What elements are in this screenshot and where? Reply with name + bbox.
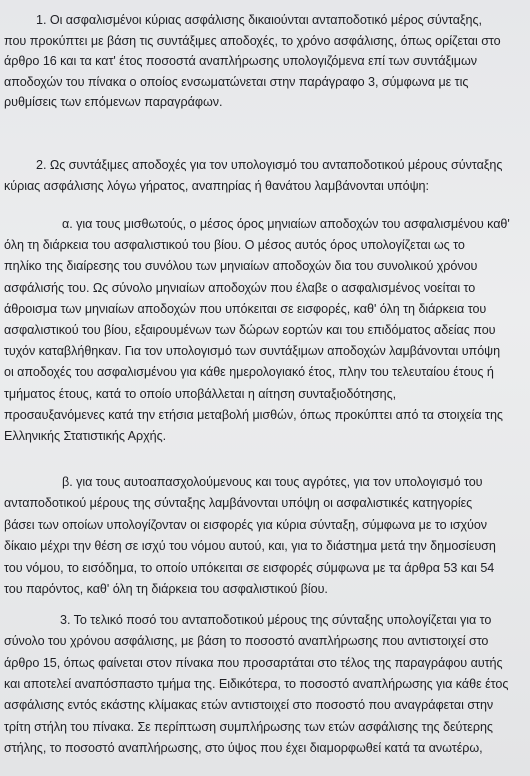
text-line: προσαυξανόμενες κατά την ετήσια μεταβολή μισθών, όπως προκύπτει από τα στοιχεία της: [4, 407, 503, 422]
text-line: του παρόντος, καθ' όλη τη διάρκεια του ασφαλιστικού βίου.: [4, 582, 328, 596]
text-line: ασφαλιστικού του βίου, εξαιρουμένων των δώρων εορτών και του επιδόματος αδείας που: [4, 323, 496, 337]
text-line: τμήματος έτους, κατά το οποίο υποβάλλεται η αίτηση συνταξιοδότησης,: [4, 386, 397, 401]
text-line: αποδοχών του πίνακα ο οποίος ενσωματώνεται στην παράγραφο 3, σύμφωνα με τις: [4, 74, 469, 89]
text-line: β. για τους αυτοαπασχολούμενους και τους αγρότες, για τον υπολογισμό του: [62, 475, 483, 489]
text-line: σύνολο του χρόνου ασφάλισης, με βάση το ποσοστό αναπλήρωσης που αντιστοιχεί στο: [4, 634, 489, 649]
text-line: ασφάλισής του. Ως σύνολο μηνιαίων αποδοχών που έλαβε ο ασφαλισμένος νοείται το: [4, 280, 476, 295]
text-line: βάσει των οποίων υπολογίζονταν οι εισφορές για κύρια σύνταξη, σύμφωνα με το ισχύον: [4, 517, 488, 532]
text-line: άρθρο 16 και τα κατ' έτος ποσοστά αναπλήρωσης υπολογιζόμενα επί των συντάξιμων: [4, 54, 478, 68]
text-line: Ελληνικής Στατιστικής Αρχής.: [4, 429, 167, 443]
text-line: τρίτη στήλη του πίνακα. Σε περίπτωση συμπλήρωσης των ετών ασφάλισης της δεύτερης: [4, 719, 493, 734]
text-line: ανταποδοτικού μέρους της σύνταξης λαμβάνονται υπόψη οι ασφαλιστικές κατηγορίες: [4, 496, 473, 511]
text-line: δίκαιο μέχρι την θέση σε ισχύ του νόμου αυτού, και, για το διάστημα μετά την δημοσίευση: [4, 539, 496, 554]
text-line: του νόμου, το εισόδημα, το οποίο υπόκειται σε εισφορές σύμφωνα με τα άρθρα 53 και 54: [4, 560, 495, 575]
text-line: και αποτελεί αναπόσπαστο τμήμα της. Ειδικότερα, το ποσοστό αναπλήρωσης για κάθε έτος: [4, 676, 509, 691]
text-line: που προκύπτει με βάση τις συντάξιμες αποδοχές, το χρόνο ασφάλισης, όπως ορίζεται στο: [4, 33, 501, 48]
text-line: 2. Ως συντάξιμες αποδοχές για τον υπολογισμό του ανταποδοτικού μέρους σύνταξης: [36, 158, 503, 172]
text-line: τυχόν καταβλήθηκαν. Για τον υπολογισμό των συντάξιμων αποδοχών λαμβάνονται υπόψη: [4, 344, 501, 359]
text-line: άθροισμα των μηνιαίων αποδοχών που υπόκειται σε εισφορές, καθ' όλη τη διάρκεια του: [4, 301, 487, 316]
text-line: όλη τη διάρκεια του ασφαλιστικού του βίου. Ο μέσος αυτός όρος υπολογίζεται ως το: [4, 238, 465, 253]
text-line: ρυθμίσεις των επόμενων παραγράφων.: [4, 95, 223, 109]
text-line: οι αποδοχές του ασφαλισμένου για κάθε ημερολογιακό έτος, πλην του τελευταίου έτους ή: [4, 365, 494, 380]
text-line: πηλίκο της διαίρεσης του συνόλου των μηνιαίων αποδοχών δια του συνολικού χρόνου: [4, 259, 478, 274]
text-line: α. για τους μισθωτούς, ο μέσος όρος μηνιαίων αποδοχών του ασφαλισμένου καθ': [62, 217, 510, 231]
text-line: κύριας ασφάλισης λόγω γήρατος, αναπηρίας ή θανάτου λαμβάνονται υπόψη:: [4, 179, 429, 193]
text-line: ασφάλισης εντός εκάστης κλίμακας ετών αντιστοιχεί στο ποσοστό που αναγράφεται στην: [4, 698, 494, 713]
text-line: 1. Οι ασφαλισμένοι κύριας ασφάλισης δικαιούνται ανταποδοτικό μέρος σύνταξης,: [36, 13, 482, 27]
text-line: άρθρο 15, όπως φαίνεται στον πίνακα που προσαρτάται στο τέλος της παραγράφου αυτής: [4, 655, 503, 670]
text-line: στήλης, το ποσοστό αναπλήρωσης, στο ύψος που έχει διαμορφωθεί κατά τα ανωτέρω,: [4, 740, 483, 755]
text-line: 3. Το τελικό ποσό του ανταποδοτικού μέρους της σύνταξης υπολογίζεται για το: [60, 613, 492, 627]
